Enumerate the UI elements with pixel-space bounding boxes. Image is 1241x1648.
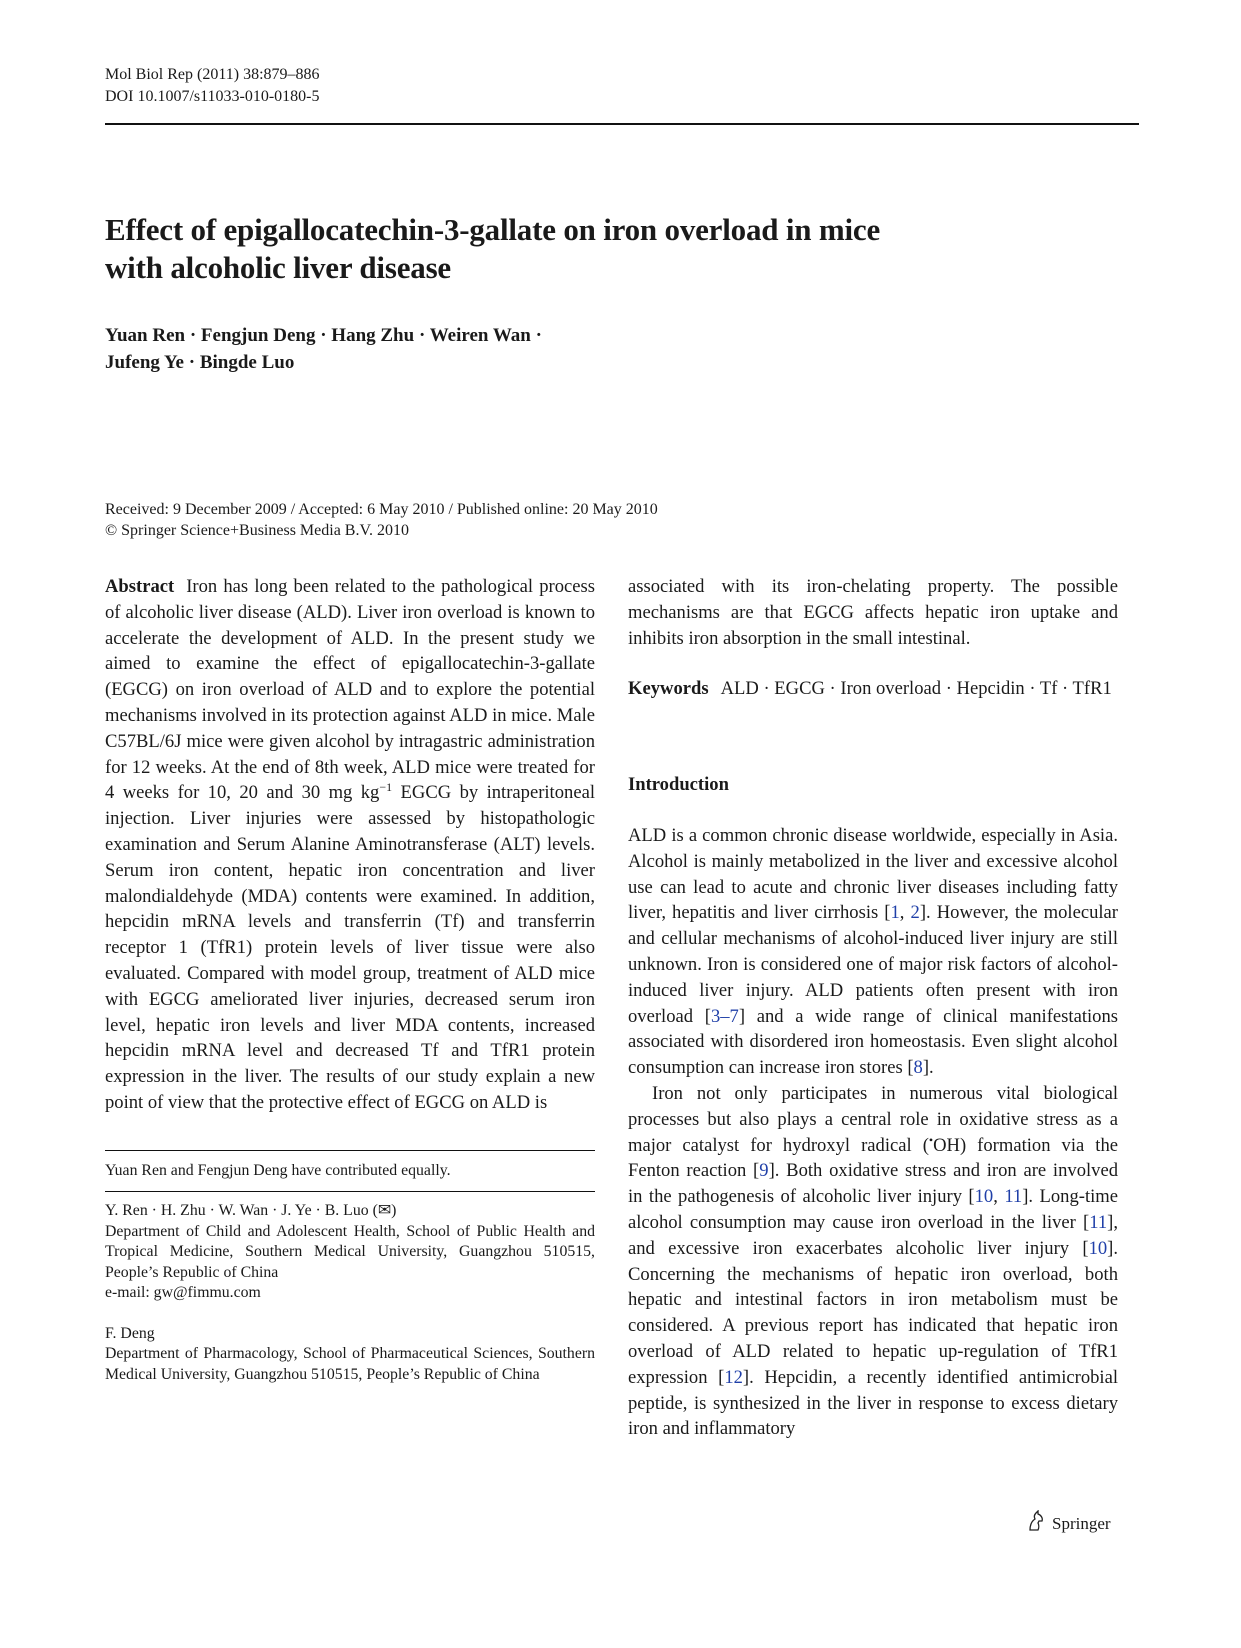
citation-link[interactable]: 10 (974, 1186, 994, 1208)
text: ]. Long-time alcohol consumption may cause iron overload in the liver [ (628, 1186, 1118, 1233)
footnote-rule (105, 1191, 595, 1192)
citation-link[interactable]: 1 (890, 902, 900, 924)
citation-link[interactable]: 3–7 (710, 1005, 739, 1027)
text: ] and a wide range of clinical manifestations associated with disordered iron homeostasis. Even slight alcohol consumption can increase iron stores [ (628, 1005, 1118, 1079)
equal-contribution-note: Yuan Ren and Fengjun Deng have contributed equally. (105, 1161, 451, 1179)
author-line: Jufeng Ye · Bingde Luo (105, 352, 295, 373)
text: ]. Concerning the mechanisms of hepatic iron overload, both hepatic and intestinal factors in iron metabolism must be considered. A previous report has indicated that hepatic iron overload of ALD related to hepatic up-regulation of TfR1 expression [ (628, 1237, 1118, 1388)
abstract-label: Abstract (105, 576, 175, 597)
citation-link[interactable]: 8 (913, 1057, 923, 1079)
copyright: © Springer Science+Business Media B.V. 2010 (105, 522, 409, 539)
text: OH) formation via the Fenton reaction [ (628, 1134, 1118, 1182)
keywords-text: ALD · EGCG · Iron overload · Hepcidin · Tf · TfR1 (720, 678, 1112, 700)
journal-citation: Mol Biol Rep (2011) 38:879–886 (105, 66, 320, 83)
springer-horse-icon (1026, 1510, 1046, 1537)
title-line: with alcoholic liver disease (105, 250, 451, 285)
publication-dates (105, 499, 658, 541)
abstract-text: Iron has long been related to the pathological process of alcoholic liver disease (ALD). Liver iron overload is known to accelerate the development of ALD. In the present study we aimed to examine the effect of epigallocatechin-3-gallate (EGCG) on iron overload of ALD and to explore the potential mechanisms involved in its protection against ALD in mice. Male C57BL/6J mice were given alcohol by intragastric administration for 12 weeks. At the end of 8th week, ALD mice were treated for 4 weeks for 10, 20 and 30 mg kg (105, 576, 595, 804)
title-line: Effect of epigallocatechin-3-gallate on iron overload in mice (105, 212, 881, 247)
citation-link[interactable]: 11 (1089, 1211, 1108, 1233)
affiliation-authors: Y. Ren · H. Zhu · W. Wan · J. Ye · B. Luo (✉) (105, 1202, 397, 1220)
publisher-logo (1026, 1510, 1111, 1537)
citation-link[interactable]: 2 (910, 902, 920, 924)
affiliation-address: Department of Child and Adolescent Health, School of Public Health and Tropical Medicine, Southern Medical University, Guangzhou 510515, People’s Republic of China (105, 1222, 595, 1281)
text: , (993, 1186, 1005, 1208)
radical-dot: • (928, 1132, 934, 1147)
header-rule (105, 123, 1139, 125)
text: ]. Both oxidative stress and iron are involved in the pathogenesis of alcoholic liver injury [ (628, 1160, 1119, 1208)
text: ]. (922, 1057, 934, 1079)
affiliation-address: Department of Pharmacology, School of Pharmaceutical Sciences, Southern Medical University, Guangzhou 510515, People’s Republic of China (105, 1345, 595, 1383)
superscript: −1 (379, 780, 393, 795)
keywords-label: Keywords (628, 678, 709, 700)
affiliation-1 (105, 1201, 595, 1304)
affiliation-2 (105, 1324, 595, 1386)
affiliation-authors: F. Deng (105, 1324, 155, 1342)
intro-paragraph-1 (628, 823, 1118, 1081)
abstract-continued: associated with its iron-chelating property. The possible mechanisms are that EGCG affects hepatic iron uptake and inhibits iron absorption in the small intestinal. (628, 576, 1118, 649)
text: ALD is a common chronic disease worldwide, especially in Asia. Alcohol is mainly metabolized in the liver and excessive alcohol use can lead to acute and chronic liver diseases including fatty liver, hepatitis and liver cirrhosis [ (628, 824, 1118, 924)
text: ]. However, the molecular and cellular mechanisms of alcohol-induced liver injury are still unknown. Iron is considered one of major risk factors of alcohol-induced liver injury. ALD patients often present with iron overload [ (628, 902, 1118, 1027)
citation-link[interactable]: 10 (1088, 1237, 1108, 1259)
abstract (105, 574, 595, 1116)
doi: DOI 10.1007/s11033-010-0180-5 (105, 88, 320, 105)
text: Iron not only participates in numerous vital biological processes but also plays a central role in oxidative stress as a major catalyst for hydroxyl radical ( (628, 1082, 1118, 1156)
text: ], and excessive iron exacerbates alcoholic liver injury [ (628, 1211, 1118, 1259)
author-line: Yuan Ren · Fengjun Deng · Hang Zhu · Weiren Wan · (105, 325, 542, 346)
text: , (899, 902, 911, 924)
author-list (105, 322, 805, 376)
keywords (628, 676, 1118, 702)
history-dates: Received: 9 December 2009 / Accepted: 6 May 2010 / Published online: 20 May 2010 (105, 501, 658, 518)
abstract-text-cont: EGCG by intraperitoneal injection. Liver injuries were assessed by histopathologic examination and Serum Alanine Aminotransferase (ALT) levels. Serum iron content, hepatic iron concentration and liver malondialdehyde (MDA) contents were examined. In addition, hepcidin mRNA levels and transferrin (Tf) and transferrin receptor 1 (TfR1) protein levels of liver tissue were also evaluated. Compared with model group, treatment of ALD mice with EGCG ameliorated liver injuries, decreased serum iron level, hepatic iron levels and liver MDA contents, increased hepcidin mRNA level and decreased Tf and TfR1 protein expression in the liver. The results of our study explain a new point of view that the protective effect of EGCG on ALD is (105, 782, 595, 1113)
right-column (628, 574, 1118, 1442)
journal-header (105, 64, 320, 108)
citation-link[interactable]: 11 (1004, 1186, 1023, 1208)
left-column (105, 574, 595, 1385)
citation-link[interactable]: 12 (724, 1366, 743, 1388)
footnote-rule (105, 1150, 595, 1151)
text: ]. Hepcidin, a recently identified antimicrobial peptide, is synthesized in the liver in response to excess dietary iron and inflammatory (628, 1366, 1118, 1440)
section-heading: Introduction (628, 774, 729, 796)
intro-paragraph-2 (628, 1081, 1118, 1442)
article-title (105, 211, 1055, 287)
citation-link[interactable]: 9 (759, 1160, 769, 1182)
email-link[interactable]: e-mail: gw@fimmu.com (105, 1284, 261, 1302)
publisher-name: Springer (1052, 1513, 1111, 1533)
